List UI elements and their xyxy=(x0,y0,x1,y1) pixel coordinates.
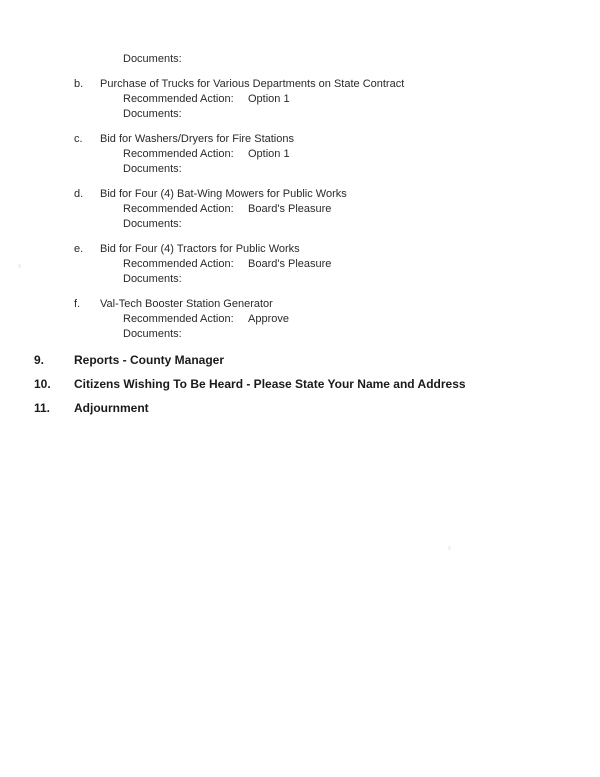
recommended-action-value: Board's Pleasure xyxy=(248,258,332,270)
documents-label: Documents: xyxy=(123,328,182,340)
item-letter: b. xyxy=(74,78,84,90)
item-number: 11. xyxy=(34,401,51,415)
documents-label: Documents: xyxy=(123,218,182,230)
recommended-action-label: Recommended Action: xyxy=(123,258,234,270)
item-title: Bid for Four (4) Tractors for Public Works xyxy=(100,243,300,255)
item-title: Val-Tech Booster Station Generator xyxy=(100,298,273,310)
item-letter: f. xyxy=(74,298,81,310)
recommended-action-label: Recommended Action: xyxy=(123,203,234,215)
item-title: Bid for Four (4) Bat-Wing Mowers for Public Works xyxy=(100,188,347,200)
item-number: 10. xyxy=(34,377,51,391)
item-title: Adjournment xyxy=(74,401,149,415)
item-letter: e. xyxy=(74,243,84,255)
item-title: Reports - County Manager xyxy=(74,353,225,367)
scan-artifact xyxy=(448,546,451,550)
recommended-action-label: Recommended Action: xyxy=(123,148,234,160)
recommended-action-value: Board's Pleasure xyxy=(248,203,332,215)
item-letter: d. xyxy=(74,188,84,200)
documents-label: Documents: xyxy=(123,273,182,285)
recommended-action-value: Option 1 xyxy=(248,148,290,160)
recommended-action-label: Recommended Action: xyxy=(123,313,234,325)
recommended-action-label: Recommended Action: xyxy=(123,93,234,105)
recommended-action-value: Approve xyxy=(248,313,289,325)
recommended-action-value: Option 1 xyxy=(248,93,290,105)
item-title: Bid for Washers/Dryers for Fire Stations xyxy=(100,133,294,145)
documents-label: Documents: xyxy=(123,108,182,120)
item-number: 9. xyxy=(34,353,45,367)
item-title: Purchase of Trucks for Various Departments on State Contract xyxy=(100,78,405,90)
item-title: Citizens Wishing To Be Heard - Please State Your Name and Address xyxy=(74,377,466,391)
documents-label: Documents: xyxy=(123,53,182,65)
documents-label: Documents: xyxy=(123,163,182,175)
item-letter: c. xyxy=(74,133,83,145)
scan-artifact xyxy=(18,264,21,268)
